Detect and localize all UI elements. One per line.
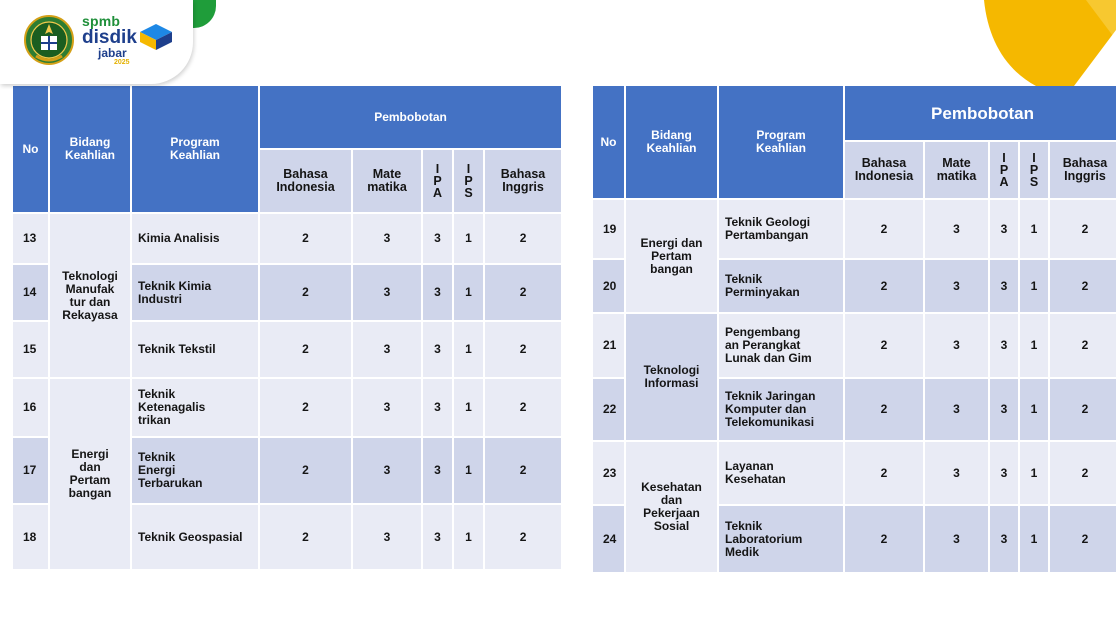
program-line: Medik (725, 544, 760, 559)
program-line: Layanan (725, 459, 774, 473)
header-no: No (13, 86, 48, 212)
header-line: Bahasa (500, 167, 546, 181)
weighting-table-right (591, 84, 1116, 574)
bidang-line: Pekerjaan (643, 506, 700, 520)
bidang-line: dan (660, 493, 683, 507)
program-line: Teknik Geospasial (138, 529, 243, 544)
cell-program (719, 200, 843, 258)
bidang-line: Sosial (653, 519, 690, 533)
header-line: I (435, 162, 440, 176)
header-line: Inggris (502, 180, 544, 194)
cell-program (132, 322, 258, 377)
cell-bahasa-indonesia: 2 (845, 200, 923, 258)
cell-ipa: 3 (423, 505, 452, 569)
header-line: I (466, 162, 471, 176)
program-line: Teknik Kimia (138, 278, 212, 293)
header-bidang-line: Bidang (651, 128, 692, 142)
west-java-crest-icon (24, 12, 74, 68)
cell-ipa: 3 (990, 314, 1018, 377)
header-line: A (999, 175, 1009, 189)
bidang-line: Teknologi (643, 363, 700, 377)
bidang-line: Energi (71, 447, 109, 461)
header-matematika (925, 142, 988, 198)
bidang-line: bangan (68, 486, 112, 500)
program-line: Energi (138, 463, 176, 477)
cell-program (719, 260, 843, 312)
header-ips (454, 150, 483, 212)
cell-ipa: 3 (423, 322, 452, 377)
cell-bidang (626, 442, 717, 572)
header-line: S (1029, 175, 1039, 189)
cell-no: 24 (593, 506, 624, 572)
cell-no: 17 (13, 438, 48, 503)
bidang-line: tur dan (69, 294, 111, 309)
cell-ipa: 3 (990, 506, 1018, 572)
cell-program (132, 505, 258, 569)
header-line: I (1032, 151, 1036, 165)
cell-no: 18 (13, 505, 48, 569)
cell-ips: 1 (454, 505, 483, 569)
cell-ipa: 3 (423, 214, 452, 263)
program-line: Teknik (725, 272, 763, 286)
header-ipa (423, 150, 452, 212)
header-line: I (1002, 151, 1006, 165)
program-line: Ketenagalis (138, 400, 206, 414)
program-line: Pengembang (725, 325, 801, 339)
cell-bahasa-inggris: 2 (1050, 314, 1116, 377)
logo-card (0, 0, 193, 84)
header-matematika (353, 150, 421, 212)
cell-no: 22 (593, 379, 624, 440)
header-bahasa-inggris (1050, 142, 1116, 198)
header-program (132, 86, 258, 212)
header-bahasa-inggris (485, 150, 561, 212)
table-row (13, 379, 561, 436)
cell-matematika: 3 (925, 506, 988, 572)
cell-matematika: 3 (925, 314, 988, 377)
header-bidang-line: Keahlian (64, 148, 115, 162)
header-program (719, 86, 843, 198)
book-icon (136, 18, 176, 52)
cell-ips: 1 (1020, 442, 1048, 504)
header-ips (1020, 142, 1048, 198)
cell-matematika: 3 (925, 200, 988, 258)
cell-bahasa-indonesia: 2 (845, 260, 923, 312)
header-bidang (50, 86, 130, 212)
cell-ipa: 3 (990, 379, 1018, 440)
header-line: Bahasa (283, 167, 328, 181)
program-line: Lunak dan Gim (725, 351, 812, 365)
cell-bahasa-inggris: 2 (1050, 506, 1116, 572)
program-line: Teknik (138, 387, 176, 401)
cell-ips: 1 (1020, 314, 1048, 377)
program-line: Teknik Geologi (725, 215, 811, 229)
cell-program (719, 314, 843, 377)
cell-bidang (50, 214, 130, 377)
cell-no: 19 (593, 200, 624, 258)
header-line: P (433, 174, 442, 188)
cell-program (719, 442, 843, 504)
cell-bahasa-indonesia: 2 (845, 314, 923, 377)
cell-program (132, 265, 258, 320)
cell-bahasa-inggris: 2 (485, 379, 561, 436)
cell-bidang (626, 200, 717, 312)
header-bidang-line: Keahlian (646, 141, 697, 155)
bidang-line: Pertam (69, 473, 111, 487)
program-line: Industri (138, 291, 182, 306)
cell-bahasa-inggris: 2 (1050, 260, 1116, 312)
cell-ips: 1 (454, 322, 483, 377)
header-pembobotan: Pembobotan (845, 86, 1116, 140)
cell-matematika: 3 (925, 442, 988, 504)
program-line: Telekomunikasi (725, 415, 815, 429)
cell-matematika: 3 (353, 505, 421, 569)
cell-ips: 1 (454, 265, 483, 320)
cell-ips: 1 (454, 438, 483, 503)
cell-matematika: 3 (925, 379, 988, 440)
header-bahasa-indonesia (845, 142, 923, 198)
header-line: P (464, 174, 473, 188)
header-bahasa-indonesia (260, 150, 351, 212)
header-pembobotan: Pembobotan (260, 86, 561, 148)
cell-program (132, 214, 258, 263)
cell-bahasa-indonesia: 2 (260, 379, 351, 436)
cell-ips: 1 (1020, 379, 1048, 440)
cell-bahasa-inggris: 2 (485, 505, 561, 569)
program-line: Teknik Tekstil (138, 342, 216, 356)
cell-program (719, 506, 843, 572)
cell-bahasa-indonesia: 2 (260, 265, 351, 320)
program-line: Kesehatan (725, 472, 786, 486)
cell-bahasa-inggris: 2 (485, 322, 561, 377)
header-no: No (593, 86, 624, 198)
cell-bahasa-indonesia: 2 (260, 438, 351, 503)
cell-bahasa-inggris: 2 (485, 438, 561, 503)
bidang-line: bangan (650, 261, 693, 276)
header-line: P (1029, 163, 1039, 177)
brand-line-2: disdik (82, 27, 137, 48)
bidang-line: Rekayasa (62, 307, 118, 322)
header-program-line: Keahlian (169, 148, 220, 162)
cell-bahasa-indonesia: 2 (845, 442, 923, 504)
table-row (13, 214, 561, 263)
header-program-line: Program (170, 135, 220, 149)
program-line: trikan (138, 413, 171, 427)
bidang-line: Teknologi (62, 268, 118, 283)
header-line: P (999, 163, 1009, 177)
header-line: Inggris (1064, 169, 1106, 183)
cell-bahasa-inggris: 2 (1050, 442, 1116, 504)
weighting-table-left (11, 84, 563, 571)
header-line: matika (367, 180, 407, 194)
cell-bahasa-inggris: 2 (485, 214, 561, 263)
header-line: Indonesia (854, 169, 914, 183)
program-line: Teknik (138, 450, 176, 464)
bidang-line: Informasi (644, 376, 699, 390)
cell-bidang (50, 379, 130, 569)
header-line: Mate (942, 156, 971, 170)
program-line: Teknik Jaringan (725, 389, 816, 403)
cell-no: 15 (13, 322, 48, 377)
cell-ipa: 3 (990, 442, 1018, 504)
header-line: matika (936, 169, 977, 183)
bidang-line: Kesehatan (641, 480, 702, 494)
header-line: S (464, 186, 473, 200)
brand-year: 2025 (114, 59, 130, 66)
header-bidang (626, 86, 717, 198)
cell-no: 21 (593, 314, 624, 377)
program-line: Kimia Analisis (138, 231, 220, 245)
header-line: Indonesia (276, 180, 335, 194)
table-row (593, 200, 1116, 258)
cell-bahasa-inggris: 2 (1050, 200, 1116, 258)
cell-matematika: 3 (353, 379, 421, 436)
header-ipa (990, 142, 1018, 198)
cell-bahasa-indonesia: 2 (260, 322, 351, 377)
cell-no: 13 (13, 214, 48, 263)
cell-matematika: 3 (925, 260, 988, 312)
cell-ips: 1 (1020, 200, 1048, 258)
header-line: Bahasa (1062, 156, 1108, 170)
cell-ipa: 3 (990, 200, 1018, 258)
program-line: an Perangkat (725, 338, 801, 352)
cell-ipa: 3 (990, 260, 1018, 312)
cell-no: 23 (593, 442, 624, 504)
header-program-line: Program (756, 128, 806, 142)
header-bidang-line: Bidang (69, 135, 111, 149)
bidang-line: Manufak (65, 281, 115, 296)
cell-no: 16 (13, 379, 48, 436)
brand-line-3: jabar (98, 46, 127, 60)
cell-bahasa-inggris: 2 (1050, 379, 1116, 440)
cell-bahasa-indonesia: 2 (845, 379, 923, 440)
cell-program (719, 379, 843, 440)
program-line: Terbarukan (138, 476, 203, 490)
cell-bidang (626, 314, 717, 440)
cell-ipa: 3 (423, 379, 452, 436)
table-row (593, 442, 1116, 504)
cell-matematika: 3 (353, 438, 421, 503)
header-line: Bahasa (861, 156, 907, 170)
yellow-corner-decoration (966, 0, 1116, 86)
bidang-line: Energi dan (640, 235, 703, 250)
program-line: Perminyakan (725, 285, 800, 299)
cell-ips: 1 (454, 379, 483, 436)
cell-ips: 1 (1020, 506, 1048, 572)
bidang-line: Pertam (651, 248, 692, 263)
program-line: Pertambangan (725, 228, 809, 242)
table-row (593, 314, 1116, 377)
header-line: A (432, 186, 443, 200)
cell-program (132, 379, 258, 436)
cell-bahasa-indonesia: 2 (260, 214, 351, 263)
cell-matematika: 3 (353, 265, 421, 320)
program-line: Teknik (725, 518, 763, 533)
cell-bahasa-inggris: 2 (485, 265, 561, 320)
cell-program (132, 438, 258, 503)
cell-bahasa-indonesia: 2 (845, 506, 923, 572)
cell-ipa: 3 (423, 438, 452, 503)
cell-no: 14 (13, 265, 48, 320)
program-line: Komputer dan (725, 402, 807, 416)
cell-ips: 1 (454, 214, 483, 263)
cell-matematika: 3 (353, 322, 421, 377)
header-program-line: Keahlian (755, 141, 806, 155)
cell-ipa: 3 (423, 265, 452, 320)
cell-no: 20 (593, 260, 624, 312)
brand-line-1: spmb (82, 13, 121, 29)
header-line: Mate (372, 167, 402, 181)
bidang-line: dan (79, 460, 101, 474)
program-line: Laboratorium (725, 531, 803, 546)
cell-matematika: 3 (353, 214, 421, 263)
cell-bahasa-indonesia: 2 (260, 505, 351, 569)
cell-ips: 1 (1020, 260, 1048, 312)
